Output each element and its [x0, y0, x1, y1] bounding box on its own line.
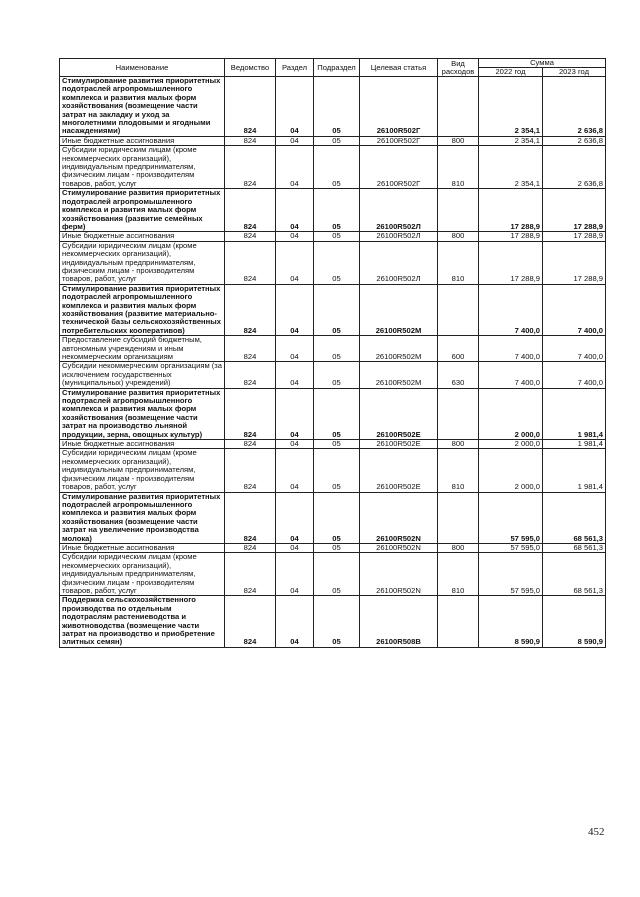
- table-row: [60, 336, 606, 362]
- cell-target: 26100R502Е: [360, 388, 438, 439]
- header-section: Раздел: [276, 59, 314, 77]
- cell-name: Иные бюджетные ассигнования: [60, 136, 225, 145]
- cell-department: 824: [225, 232, 276, 241]
- cell-sum-2023: 2 636,8: [543, 77, 606, 137]
- cell-section: 04: [276, 492, 314, 543]
- cell-subsection: 05: [314, 77, 360, 137]
- cell-target: 26100R508В: [360, 596, 438, 647]
- cell-subsection: 05: [314, 596, 360, 647]
- header-target: Целевая статья: [360, 59, 438, 77]
- cell-expense-type: [438, 596, 479, 647]
- header-subsection: Подраздел: [314, 59, 360, 77]
- cell-name: Субсидии юридическим лицам (кроме некоммерческих организаций), индивидуальным предпринимателям, физическим лицам - производителям товаров, работ, услуг: [60, 241, 225, 284]
- cell-target: 26100R502Г: [360, 77, 438, 137]
- cell-sum-2023: 17 288,9: [543, 232, 606, 241]
- cell-sum-2022: 57 595,0: [479, 543, 543, 552]
- cell-subsection: 05: [314, 362, 360, 388]
- cell-name: Предоставление субсидий бюджетным, автономным учреждениям и иным некоммерческим организациям: [60, 336, 225, 362]
- cell-sum-2022: 7 400,0: [479, 362, 543, 388]
- cell-sum-2022: 2 000,0: [479, 440, 543, 449]
- cell-department: 824: [225, 146, 276, 189]
- table-header: [60, 59, 606, 77]
- cell-name: Стимулирование развития приоритетных подотраслей агропромышленного комплекса и развития малых форм хозяйствования (развитие материально-технической базы сельскохозяйственных потребительских кооперативов): [60, 284, 225, 335]
- table-row: [60, 136, 606, 145]
- cell-section: 04: [276, 449, 314, 492]
- cell-expense-type: [438, 77, 479, 137]
- cell-expense-type: 800: [438, 440, 479, 449]
- cell-expense-type: 800: [438, 232, 479, 241]
- cell-name: Субсидии юридическим лицам (кроме некоммерческих организаций), индивидуальным предпринимателям, физическим лицам - производителям товаров, работ, услуг: [60, 449, 225, 492]
- cell-target: 26100R502М: [360, 284, 438, 335]
- cell-sum-2022: 57 595,0: [479, 553, 543, 596]
- cell-subsection: 05: [314, 336, 360, 362]
- cell-department: 824: [225, 362, 276, 388]
- cell-subsection: 05: [314, 388, 360, 439]
- cell-subsection: 05: [314, 543, 360, 552]
- cell-department: 824: [225, 449, 276, 492]
- header-sum: Сумма: [479, 59, 606, 68]
- table-row: [60, 440, 606, 449]
- cell-department: 824: [225, 553, 276, 596]
- cell-expense-type: 600: [438, 336, 479, 362]
- page-number: 452: [588, 826, 605, 838]
- cell-sum-2023: 2 636,8: [543, 136, 606, 145]
- cell-target: 26100R502М: [360, 362, 438, 388]
- cell-target: 26100R502N: [360, 492, 438, 543]
- cell-name: Субсидии юридическим лицам (кроме некоммерческих организаций), индивидуальным предпринимателям, физическим лицам - производителям товаров, работ, услуг: [60, 146, 225, 189]
- cell-sum-2023: 1 981,4: [543, 449, 606, 492]
- cell-sum-2023: 7 400,0: [543, 284, 606, 335]
- table-row: [60, 146, 606, 189]
- cell-sum-2022: 17 288,9: [479, 232, 543, 241]
- cell-sum-2023: 7 400,0: [543, 336, 606, 362]
- cell-department: 824: [225, 77, 276, 137]
- cell-subsection: 05: [314, 440, 360, 449]
- cell-sum-2022: 8 590,9: [479, 596, 543, 647]
- cell-department: 824: [225, 284, 276, 335]
- cell-subsection: 05: [314, 232, 360, 241]
- cell-subsection: 05: [314, 553, 360, 596]
- cell-sum-2022: 2 354,1: [479, 77, 543, 137]
- cell-section: 04: [276, 189, 314, 232]
- cell-target: 26100R502Г: [360, 136, 438, 145]
- cell-target: 26100R502М: [360, 336, 438, 362]
- cell-sum-2023: 1 981,4: [543, 388, 606, 439]
- table-row: [60, 189, 606, 232]
- cell-sum-2022: 57 595,0: [479, 492, 543, 543]
- cell-sum-2022: 2 000,0: [479, 449, 543, 492]
- cell-section: 04: [276, 284, 314, 335]
- cell-sum-2022: 2 354,1: [479, 136, 543, 145]
- cell-name: Стимулирование развития приоритетных подотраслей агропромышленного комплекса и развития малых форм хозяйствования (возмещение части затрат на увеличение производства молока): [60, 492, 225, 543]
- cell-target: 26100R502N: [360, 553, 438, 596]
- cell-section: 04: [276, 388, 314, 439]
- cell-section: 04: [276, 440, 314, 449]
- table-row: [60, 553, 606, 596]
- table-row: [60, 241, 606, 284]
- cell-name: Субсидии некоммерческим организациям (за исключением государственных (муниципальных) учреждений): [60, 362, 225, 388]
- cell-expense-type: [438, 189, 479, 232]
- cell-name: Поддержка сельскохозяйственного производства по отдельным подотраслям растениеводства и животноводства (возмещение части затрат на производство и приобретение элитных семян): [60, 596, 225, 647]
- cell-subsection: 05: [314, 146, 360, 189]
- cell-department: 824: [225, 492, 276, 543]
- cell-sum-2022: 17 288,9: [479, 241, 543, 284]
- cell-sum-2023: 17 288,9: [543, 241, 606, 284]
- cell-target: 26100R502Е: [360, 449, 438, 492]
- cell-department: 824: [225, 440, 276, 449]
- table-row: [60, 284, 606, 335]
- cell-section: 04: [276, 146, 314, 189]
- cell-sum-2022: 7 400,0: [479, 336, 543, 362]
- cell-expense-type: [438, 284, 479, 335]
- table-row: [60, 543, 606, 552]
- cell-department: 824: [225, 336, 276, 362]
- cell-sum-2023: 8 590,9: [543, 596, 606, 647]
- cell-expense-type: 810: [438, 146, 479, 189]
- cell-department: 824: [225, 136, 276, 145]
- cell-sum-2022: 7 400,0: [479, 284, 543, 335]
- cell-subsection: 05: [314, 492, 360, 543]
- cell-department: 824: [225, 543, 276, 552]
- table-row: [60, 449, 606, 492]
- cell-expense-type: 810: [438, 449, 479, 492]
- cell-expense-type: [438, 388, 479, 439]
- cell-department: 824: [225, 388, 276, 439]
- cell-target: 26100R502Л: [360, 241, 438, 284]
- cell-target: 26100R502Л: [360, 232, 438, 241]
- cell-target: 26100R502N: [360, 543, 438, 552]
- cell-sum-2023: 2 636,8: [543, 146, 606, 189]
- cell-target: 26100R502Л: [360, 189, 438, 232]
- cell-subsection: 05: [314, 189, 360, 232]
- cell-section: 04: [276, 362, 314, 388]
- cell-sum-2023: 7 400,0: [543, 362, 606, 388]
- cell-name: Стимулирование развития приоритетных подотраслей агропромышленного комплекса и развития малых форм хозяйствования (развитие семейных ферм): [60, 189, 225, 232]
- cell-sum-2022: 2 354,1: [479, 146, 543, 189]
- table-row: [60, 492, 606, 543]
- cell-target: 26100R502Е: [360, 440, 438, 449]
- cell-sum-2023: 68 561,3: [543, 543, 606, 552]
- cell-expense-type: 810: [438, 553, 479, 596]
- budget-table: [59, 58, 606, 648]
- cell-section: 04: [276, 77, 314, 137]
- cell-name: Иные бюджетные ассигнования: [60, 440, 225, 449]
- cell-expense-type: 810: [438, 241, 479, 284]
- header-year-2023: 2023 год: [543, 68, 606, 77]
- table-row: [60, 77, 606, 137]
- cell-sum-2023: 68 561,3: [543, 492, 606, 543]
- cell-sum-2022: 2 000,0: [479, 388, 543, 439]
- cell-expense-type: [438, 492, 479, 543]
- cell-sum-2023: 17 288,9: [543, 189, 606, 232]
- cell-section: 04: [276, 336, 314, 362]
- cell-section: 04: [276, 232, 314, 241]
- table-row: [60, 596, 606, 647]
- cell-department: 824: [225, 596, 276, 647]
- table-row: [60, 232, 606, 241]
- cell-section: 04: [276, 241, 314, 284]
- cell-subsection: 05: [314, 284, 360, 335]
- cell-name: Стимулирование развития приоритетных подотраслей агропромышленного комплекса и развития малых форм хозяйствования (возмещение части затрат на производство льняной продукции, зерна, овощных культур): [60, 388, 225, 439]
- cell-sum-2023: 68 561,3: [543, 553, 606, 596]
- cell-section: 04: [276, 136, 314, 145]
- header-expense-type: Вид расходов: [438, 59, 479, 77]
- cell-target: 26100R502Г: [360, 146, 438, 189]
- cell-subsection: 05: [314, 241, 360, 284]
- cell-name: Иные бюджетные ассигнования: [60, 232, 225, 241]
- header-name: Наименование: [60, 59, 225, 77]
- header-year-2022: 2022 год: [479, 68, 543, 77]
- cell-expense-type: 800: [438, 543, 479, 552]
- table-row: [60, 388, 606, 439]
- cell-expense-type: 800: [438, 136, 479, 145]
- cell-department: 824: [225, 189, 276, 232]
- cell-department: 824: [225, 241, 276, 284]
- cell-subsection: 05: [314, 136, 360, 145]
- table-body: [60, 77, 606, 648]
- cell-section: 04: [276, 596, 314, 647]
- cell-subsection: 05: [314, 449, 360, 492]
- cell-name: Стимулирование развития приоритетных подотраслей агропромышленного комплекса и развития малых форм хозяйствования (возмещение части затрат на закладку и уход за многолетними плодовыми и ягодными насаждениями): [60, 77, 225, 137]
- cell-name: Иные бюджетные ассигнования: [60, 543, 225, 552]
- cell-expense-type: 630: [438, 362, 479, 388]
- cell-name: Субсидии юридическим лицам (кроме некоммерческих организаций), индивидуальным предпринимателям, физическим лицам - производителям товаров, работ, услуг: [60, 553, 225, 596]
- header-department: Ведомство: [225, 59, 276, 77]
- cell-section: 04: [276, 553, 314, 596]
- cell-section: 04: [276, 543, 314, 552]
- cell-sum-2023: 1 981,4: [543, 440, 606, 449]
- cell-sum-2022: 17 288,9: [479, 189, 543, 232]
- table-row: [60, 362, 606, 388]
